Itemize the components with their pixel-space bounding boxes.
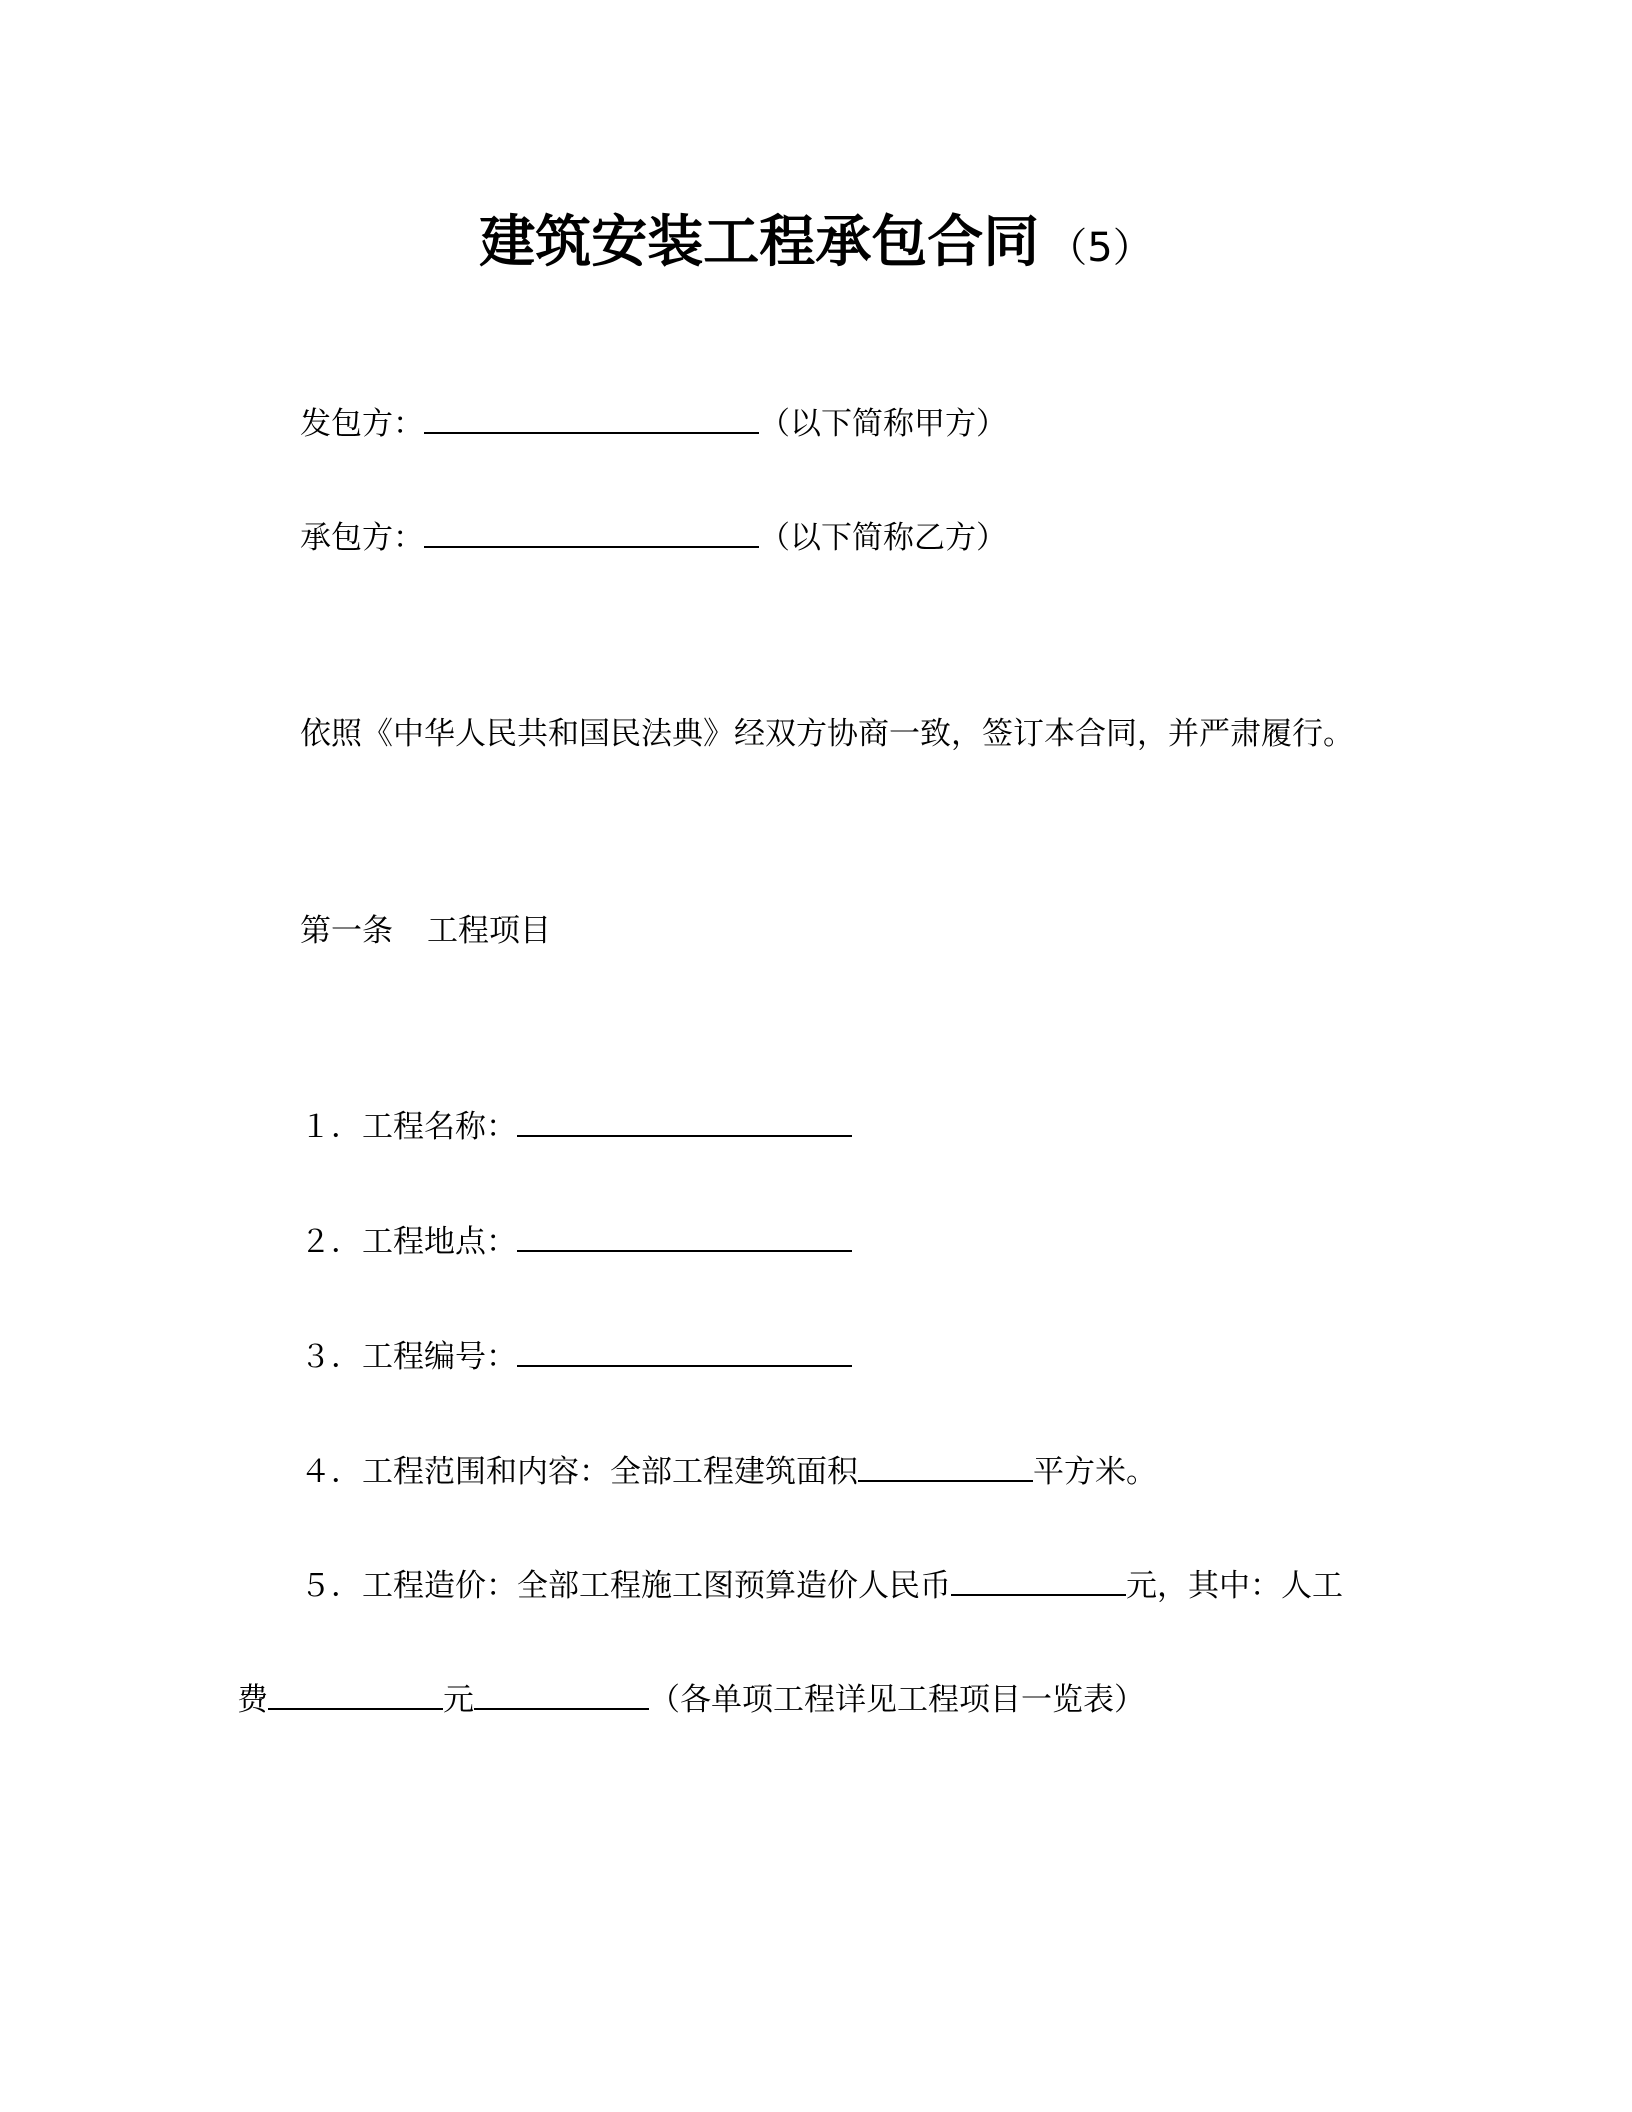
item-5-mid: 元，其中：人工 <box>1126 1568 1343 1604</box>
party-a-line <box>300 402 1007 446</box>
item-5-prefix: ５．工程造价：全部工程施工图预算造价人民币 <box>300 1568 951 1604</box>
title-text: 建筑安装工程承包合同 <box>479 210 1040 275</box>
party-b-line <box>300 516 1007 560</box>
item-2-label: ２．工程地点： <box>300 1224 517 1260</box>
item-2-line <box>300 1220 852 1264</box>
item-4-line <box>300 1450 1157 1494</box>
item-5-blank-total <box>951 1564 1126 1596</box>
item-5-cont-mid: 元 <box>443 1682 474 1718</box>
item-3-blank <box>517 1335 852 1367</box>
party-b-label: 承包方： <box>300 520 424 556</box>
item-4-suffix: 平方米。 <box>1033 1454 1157 1490</box>
item-3-line <box>300 1335 852 1379</box>
item-1-blank <box>517 1105 852 1137</box>
item-5-blank-labor <box>268 1678 443 1710</box>
article-1-heading <box>300 909 551 953</box>
item-5-continuation <box>237 1678 1145 1722</box>
item-4-blank <box>858 1450 1033 1482</box>
item-1-line <box>300 1105 852 1149</box>
party-a-blank <box>424 402 759 434</box>
party-a-label: 发包方： <box>300 406 424 442</box>
item-5-cont-suffix: （各单项工程详见工程项目一览表） <box>649 1682 1145 1718</box>
item-2-blank <box>517 1220 852 1252</box>
article-1-title: 工程项目 <box>427 913 551 949</box>
preamble: 依照《中华人民共和国民法典》经双方协商一致，签订本合同，并严肃履行。 <box>300 716 1354 752</box>
article-1-number: 第一条 <box>300 913 393 949</box>
party-a-note: （以下简称甲方） <box>759 406 1007 442</box>
item-3-label: ３．工程编号： <box>300 1339 517 1375</box>
title-suffix: （5） <box>1047 225 1153 271</box>
item-1-label: １．工程名称： <box>300 1109 517 1145</box>
party-b-blank <box>424 516 759 548</box>
document-title <box>0 198 1632 278</box>
item-5-blank-other <box>474 1678 649 1710</box>
item-5-cont-prefix: 费 <box>237 1682 268 1718</box>
item-5-line <box>300 1564 1343 1608</box>
item-4-prefix: ４．工程范围和内容：全部工程建筑面积 <box>300 1454 858 1490</box>
party-b-note: （以下简称乙方） <box>759 520 1007 556</box>
